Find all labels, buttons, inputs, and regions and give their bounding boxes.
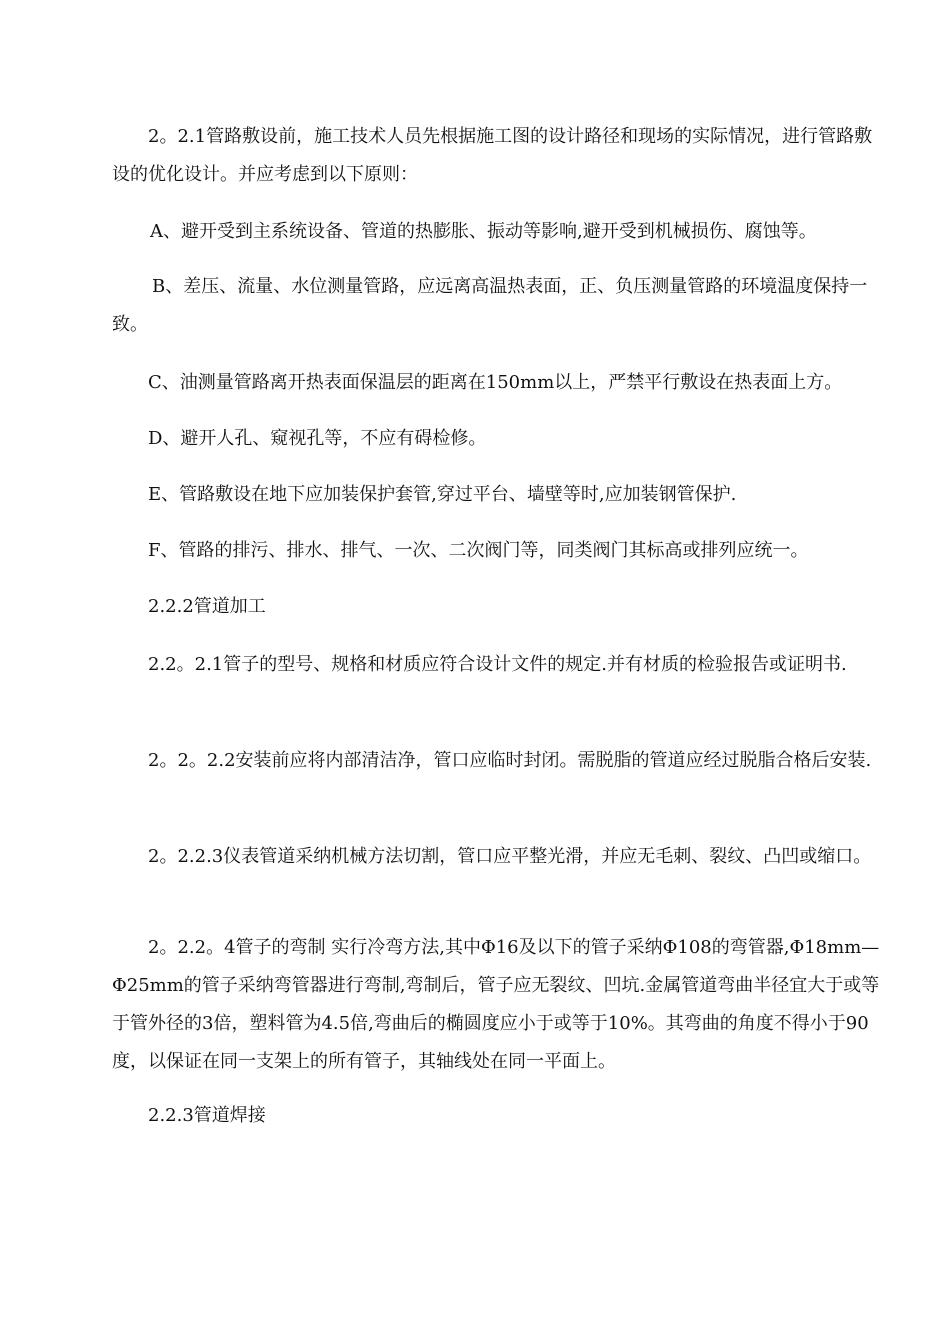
paragraph-principle-e: E、管路敷设在地下应加装保护套管,穿过平台、墙壁等时,应加装钢管保护. (148, 484, 737, 505)
paragraph-2-2-2-2: 2。2。2.2安装前应将内部清洁净，管口应临时封闭。需脱脂的管道应经过脱脂合格后安装. (148, 750, 872, 771)
paragraph-2-2-2-1: 2.2。2.1管子的型号、规格和材质应符合设计文件的规定.并有材质的检验报告或证明书. (148, 654, 847, 675)
paragraph-principle-f: F、管路的排污、排水、排气、一次、二次阀门等，同类阀门其标高或排列应统一。 (148, 540, 809, 561)
section-heading-2-2-3: 2.2.3管道焊接 (148, 1105, 266, 1126)
paragraph-principle-a: A、避开受到主系统设备、管道的热膨胀、振动等影响,避开受到机械损伤、腐蚀等。 (150, 221, 817, 242)
paragraph-2-2-2-4: 2。2.2。4管子的弯制 实行冷弯方法,其中Φ16及以下的管子采纳Φ108的弯管器,Φ18mm—Φ25mm的管子采纳弯管器进行弯制,弯制后，管子应无裂纹、凹坑.金属管道弯曲半径宜大于或等于管外径的3倍，塑料管为4.5倍,弯曲后的椭圆度应小于或等于10%。其弯曲的角度不得小于90度，以保证在同一支架上的所有管子，其轴线处在同一平面上。 (112, 937, 880, 1072)
paragraph-principle-d: D、避开人孔、窥视孔等，不应有碍检修。 (148, 428, 487, 449)
paragraph-2-2-1: 2。2.1管路敷设前，施工技术人员先根据施工图的设计路径和现场的实际情况，进行管路敷设的优化设计。并应考虑到以下原则： (112, 126, 873, 185)
paragraph-2-2-2-3: 2。2.2.3仪表管道采纳机械方法切割，管口应平整光滑，并应无毛刺、裂纹、凸凹或缩口。 (148, 846, 872, 867)
paragraph-principle-c: C、油测量管路离开热表面保温层的距离在150mm以上，严禁平行敷设在热表面上方。 (148, 372, 843, 393)
section-heading-2-2-2: 2.2.2管道加工 (148, 596, 266, 617)
paragraph-principle-b: B、差压、流量、水位测量管路，应远离高温热表面，正、负压测量管路的环境温度保持一致。 (112, 276, 868, 335)
